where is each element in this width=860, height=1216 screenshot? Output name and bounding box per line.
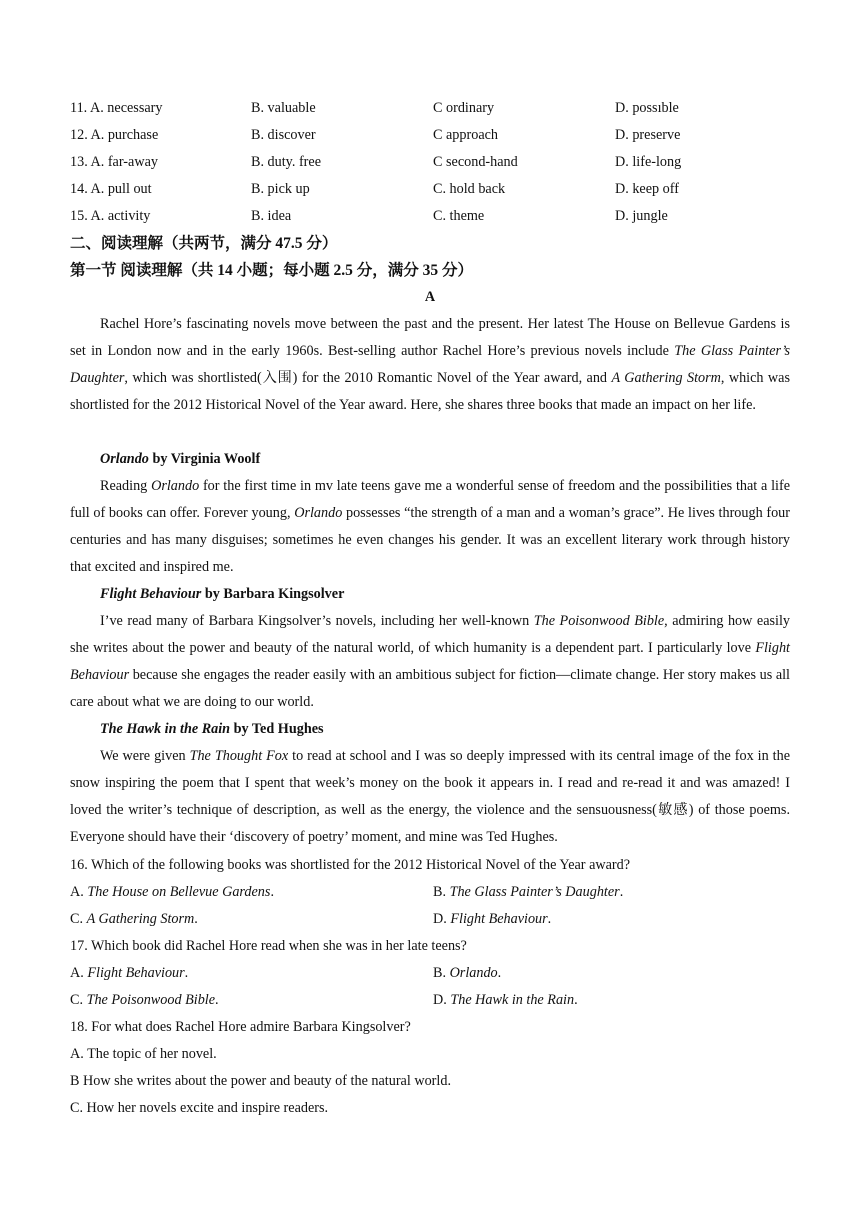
option-a: 14. A. pull out — [70, 181, 152, 197]
option-letter: C. — [70, 911, 87, 927]
option-row-11 — [70, 95, 790, 122]
q18-option-a: A. The topic of her novel. — [70, 1046, 217, 1062]
paragraph-text: possesses “the strength of a man and a woman’s grace”. He lives through four centuries and has many disguises; sometimes he even changes his gender. It was an excellent literary work through history that excited and inspired me. — [70, 505, 790, 575]
q16-option-d — [433, 906, 551, 933]
subsection-heading: 第一节 阅读理解（共 14 小题；每小题 2.5 分，满分 35 分） — [70, 262, 474, 279]
option-letter: B. — [433, 884, 450, 900]
option-text: The Glass Painter’s Daughter — [449, 884, 620, 900]
option-c: C second-hand — [433, 154, 518, 170]
intro-text: , which was shortlisted for the 2012 Historical Novel of the Year award. Here, she shares three books that made an impact on her life. — [70, 370, 790, 413]
option-d: D. possıble — [615, 100, 679, 116]
option-period: . — [547, 911, 552, 927]
book-title-italic: A Gathering Storm — [611, 370, 721, 386]
option-a: 15. A. activity — [70, 208, 151, 224]
option-b: B. valuable — [251, 100, 316, 116]
option-letter: D. — [433, 911, 451, 927]
intro-text: , which was shortlisted(入围) for the 2010 Romantic Novel of the Year award, and — [124, 370, 612, 386]
option-d: D. keep off — [615, 181, 679, 197]
question-16-stem: 16. Which of the following books was shortlisted for the 2012 Historical Novel of the Year award? — [70, 857, 631, 873]
book-title-italic: Flight Behaviour — [70, 640, 790, 683]
option-c: C approach — [433, 127, 499, 143]
q18-option-b: B How she writes about the power and beauty of the natural world. — [70, 1073, 451, 1089]
option-row-15 — [70, 203, 790, 230]
book3-heading — [100, 716, 324, 743]
intro-paragraph — [70, 311, 790, 419]
paragraph-text: We were given — [100, 748, 190, 764]
book2-paragraph — [70, 608, 790, 716]
option-period: . — [215, 992, 219, 1008]
option-text: The House on Bellevue Gardens — [87, 884, 271, 900]
book1-heading — [100, 446, 260, 473]
book1-author: by Virginia Woolf — [148, 451, 261, 467]
option-c: C. hold back — [433, 181, 506, 197]
paragraph-text: because she engages the reader easily with an ambitious subject for fiction—climate change. Her story makes us all care about what we are doing to our world. — [70, 667, 790, 710]
book3-author: by Ted Hughes — [230, 721, 324, 737]
option-text: Orlando — [449, 965, 498, 981]
paragraph-text: to read at school and I was so deeply impressed with its central image of the fox in the snow inspiring the poem that I spent that week’s money on the book it appears in. I read and re-read it and was amazed! I loved the writer’s technique of description, as well as the energy, the violence and the sensuousness(敏感) of those poems. Everyone should have their ‘discovery of poetry’ moment, and mine was Ted Hughes. — [70, 748, 791, 845]
paragraph-text: Reading — [100, 478, 152, 494]
option-period: . — [574, 992, 578, 1008]
option-row-13 — [70, 149, 790, 176]
paragraph-text: for the first time in mv late teens gave me a wonderful sense of freedom and the possibilities that a life full of books can offer. Forever young, — [70, 478, 790, 521]
book2-author: by Barbara Kingsolver — [201, 586, 345, 602]
option-letter: D. — [433, 992, 451, 1008]
passage-letter: A — [424, 289, 436, 305]
option-period: . — [270, 884, 274, 900]
paragraph-text: , admiring how easily she writes about the power and beauty of the natural world, of which humanity is a dependent part. I particularly love — [70, 613, 790, 656]
option-b: B. duty. free — [251, 154, 321, 170]
book2-title: Flight Behaviour — [100, 586, 202, 602]
option-period: . — [497, 965, 502, 981]
question-17-stem: 17. Which book did Rachel Hore read when she was in her late teens? — [70, 938, 467, 954]
intro-text: Rachel Hore’s fascinating novels move between the past and the present. Her latest The House on Bellevue Gardens is set in London now and in the early 1960s. Best-selling author Rachel Hore’s previous novels include — [70, 316, 790, 359]
option-text: A Gathering Storm — [86, 911, 195, 927]
question-18-stem: 18. For what does Rachel Hore admire Barbara Kingsolver? — [70, 1019, 411, 1035]
book3-paragraph — [70, 743, 790, 851]
book-title-italic: The Poisonwood Bible — [533, 613, 665, 629]
option-period: . — [184, 965, 189, 981]
option-c: C. theme — [433, 208, 485, 224]
section-heading: 二、阅读理解（共两节，满分 47.5 分） — [70, 235, 338, 252]
option-d: D. jungle — [615, 208, 668, 224]
option-row-12 — [70, 122, 790, 149]
option-text: Flight Behaviour — [450, 911, 548, 927]
book-title-italic: Orlando — [151, 478, 200, 494]
option-a: 12. A. purchase — [70, 127, 159, 143]
book-title-italic: The Glass Painter’s Daughter — [70, 343, 790, 386]
option-a: 11. A. necessary — [70, 100, 163, 116]
book1-title: Orlando — [100, 451, 149, 467]
option-d: D. preserve — [615, 127, 681, 143]
q17-option-c — [70, 987, 219, 1014]
book-title-italic: Orlando — [294, 505, 343, 521]
q16-option-a — [70, 879, 274, 906]
option-period: . — [619, 884, 624, 900]
option-d: D. life-long — [615, 154, 682, 170]
option-letter: C. — [70, 992, 87, 1008]
option-period: . — [194, 911, 198, 927]
book-title-italic: The Thought Fox — [189, 748, 289, 764]
book2-heading — [100, 581, 344, 608]
option-letter: A. — [70, 884, 88, 900]
option-b: B. idea — [251, 208, 292, 224]
option-b: B. discover — [251, 127, 316, 143]
q18-option-c: C. How her novels excite and inspire readers. — [70, 1100, 329, 1116]
option-text: The Hawk in the Rain — [450, 992, 575, 1008]
paragraph-text: I’ve read many of Barbara Kingsolver’s novels, including her well-known — [100, 613, 534, 629]
option-a: 13. A. far-away — [70, 154, 158, 170]
book3-title: The Hawk in the Rain — [100, 721, 231, 737]
q17-option-b — [433, 960, 501, 987]
option-letter: A. — [70, 965, 88, 981]
option-c: C ordinary — [433, 100, 495, 116]
option-row-14 — [70, 176, 790, 203]
option-text: The Poisonwood Bible — [86, 992, 216, 1008]
option-b: B. pick up — [251, 181, 310, 197]
q16-option-b — [433, 879, 623, 906]
book1-paragraph — [70, 473, 790, 581]
q17-option-a — [70, 960, 188, 987]
option-text: Flight Behaviour — [87, 965, 185, 981]
q16-option-c — [70, 906, 198, 933]
option-letter: B. — [433, 965, 450, 981]
q17-option-d — [433, 987, 578, 1014]
